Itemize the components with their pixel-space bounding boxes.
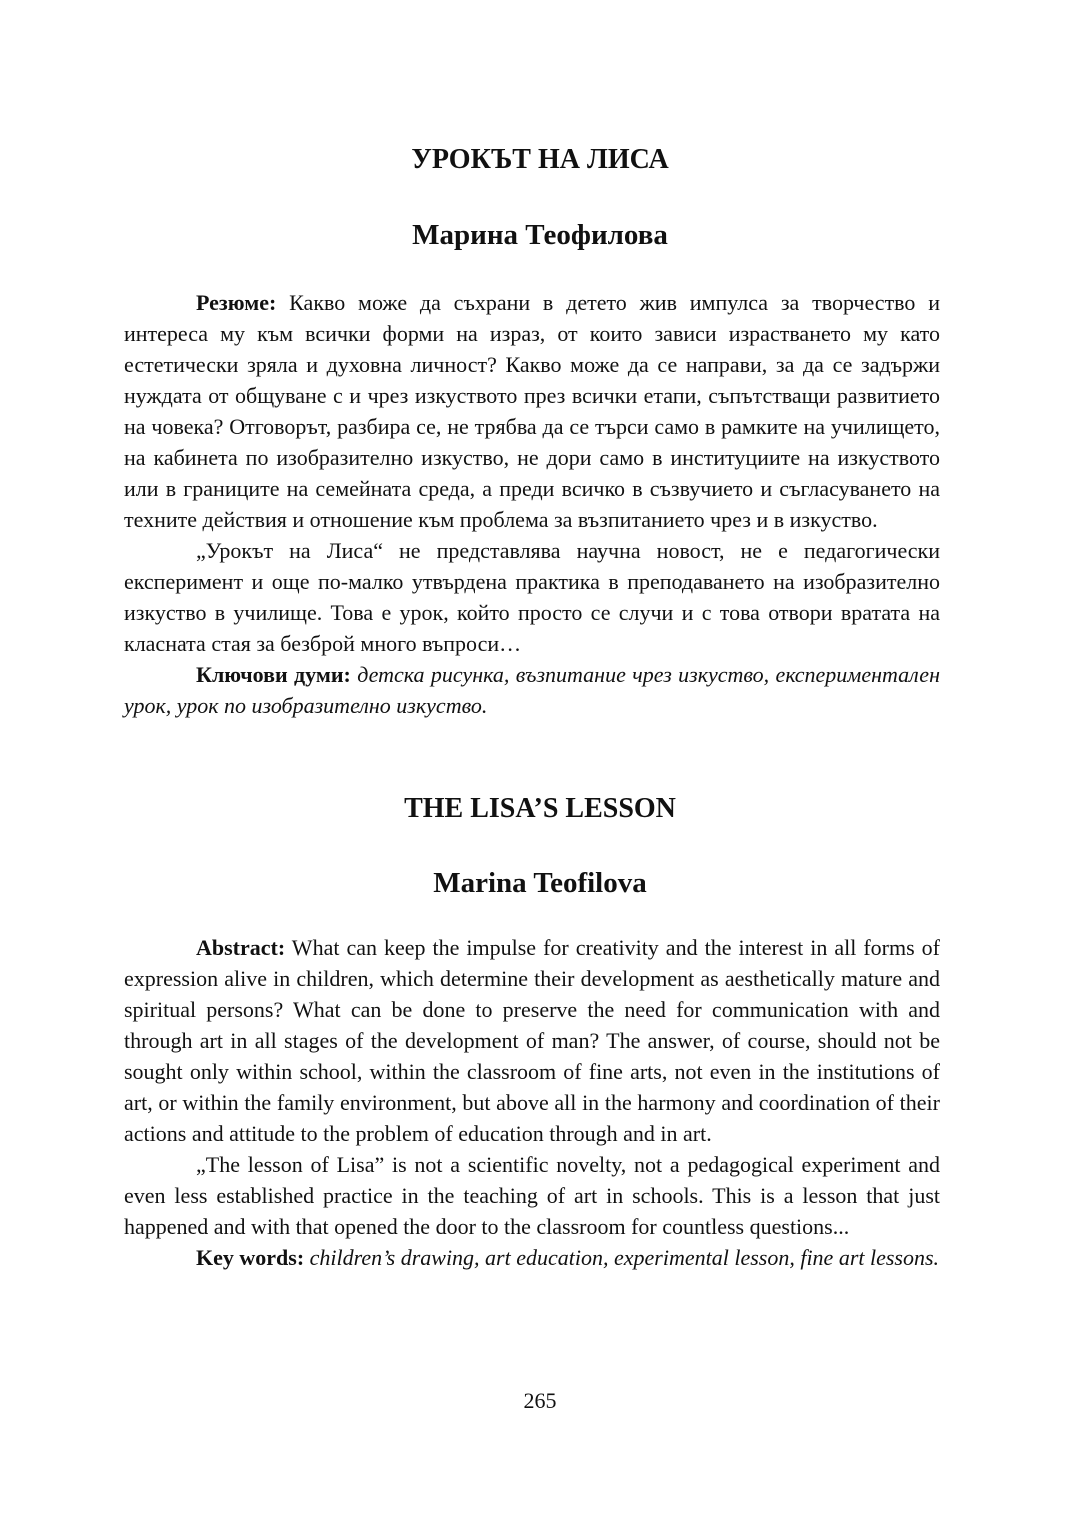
english-author: Marina Teofilova [433, 867, 647, 899]
summary-label: Резюме: [196, 290, 277, 315]
english-title: THE LISA’S LESSON [404, 793, 676, 824]
key-words-label: Key words: [196, 1245, 305, 1270]
english-second-paragraph: „The lesson of Lisa” is not a scientific novelty, not a pedagogical experiment and even less established practice in the teaching of art in schools. This is a lesson that just happened and with that opened the door to the classroom for countless questions... [124, 1152, 940, 1239]
keywords-label: Ключови думи: [196, 662, 351, 687]
english-abstract-paragraph [124, 932, 940, 1149]
abstract-text: What can keep the impulse for creativity and the interest in all forms of expression alive in children, which determine their development as aesthetically mature and spiritual persons? What can be done to preserve the need for communication with and through art in all stages of the development of man? The answer, of course, should not be sought only within school, within the classroom of fine arts, not even in the institutions of art, or within the family environment, but above all in the harmony and coordination of their actions and attitude to the problem of education through and in art. [124, 935, 940, 1146]
key-words-text: children’s drawing, art education, experimental lesson, fine art lessons. [304, 1245, 940, 1270]
bulgarian-second-paragraph: „Урокът на Лиса“ не представлява научна новост, не е педагогически експеримент и още по-малко утвърдена практика в преподаването на изобразително изкуство в училище. Това е урок, който просто се случи и с това отвори вратата на класната стая за безброй много въпроси… [124, 538, 940, 656]
bulgarian-author: Марина Теофилова [412, 219, 668, 251]
keywords-text: детска рисунка, възпитание чрез изкуство, експериментален урок, урок по изобразително изкуство. [124, 662, 940, 718]
english-keywords [124, 1242, 940, 1273]
page-number: 265 [523, 1388, 557, 1413]
bulgarian-title: УРОКЪТ НА ЛИСА [411, 144, 669, 175]
abstract-label: Abstract: [196, 935, 286, 960]
bulgarian-keywords [124, 659, 940, 721]
bulgarian-abstract [124, 287, 940, 721]
bulgarian-summary-paragraph [124, 287, 940, 535]
english-abstract [124, 932, 940, 1273]
summary-text: Какво може да съхрани в детето жив импулса за творчество и интереса му към всички форми на израз, от които зависи израстването му като естетически зряла и духовна личност? Какво може да се направи, за да се задържи нуждата от общуване с и чрез изкуството през всички етапи, съпътстващи развитието на човека? Отговорът, разбира се, не трябва да се търси само в рамките на училището, на кабинета по изобразително изкуство, не дори само в институциите на изкуството или в границите на семейната среда, а преди всичко в съзвучието и съгласуването на техните действия и отношение към проблема за възпитанието чрез и в изкуство. [124, 290, 940, 532]
